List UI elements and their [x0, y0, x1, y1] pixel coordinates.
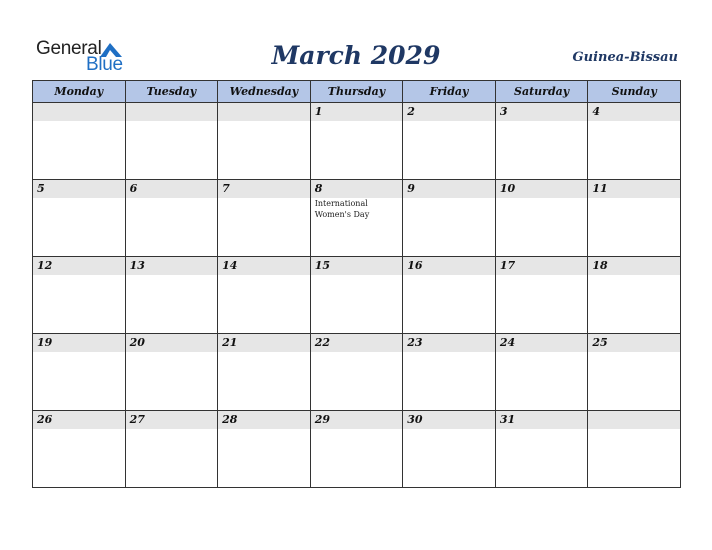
day-number: 1: [311, 103, 403, 121]
day-number: [218, 103, 310, 121]
day-number: 18: [588, 257, 680, 275]
day-number: 22: [311, 334, 403, 352]
day-number: 30: [403, 411, 495, 429]
day-cell: [310, 334, 403, 411]
day-cell: [125, 180, 218, 257]
day-cell: [495, 257, 588, 334]
day-cell: [310, 180, 403, 257]
day-cell: [403, 334, 496, 411]
day-cell: [125, 411, 218, 488]
day-cell: [588, 411, 681, 488]
weekday-header: Friday: [403, 81, 496, 103]
day-cell: [125, 103, 218, 180]
day-cell: [310, 411, 403, 488]
day-number: 19: [33, 334, 125, 352]
weekday-header: Tuesday: [125, 81, 218, 103]
day-cell: [218, 180, 311, 257]
day-cell: [218, 334, 311, 411]
day-cell: [125, 257, 218, 334]
day-number: 13: [126, 257, 218, 275]
day-cell: [588, 257, 681, 334]
weekday-header: Sunday: [588, 81, 681, 103]
day-number: 25: [588, 334, 680, 352]
day-cell: [33, 411, 126, 488]
day-cell: [495, 180, 588, 257]
logo-text-blue: Blue: [86, 54, 123, 75]
country-name: Guinea-Bissau: [572, 50, 678, 65]
day-number: 15: [311, 257, 403, 275]
day-number: [588, 411, 680, 429]
day-cell: [403, 411, 496, 488]
day-cell: [33, 180, 126, 257]
general-blue-logo: [36, 38, 136, 78]
day-cell: [125, 334, 218, 411]
day-number: 20: [126, 334, 218, 352]
day-number: 23: [403, 334, 495, 352]
day-cell: [218, 103, 311, 180]
day-cell: [588, 103, 681, 180]
day-cell: [310, 103, 403, 180]
calendar-grid: [32, 80, 681, 488]
day-number: 29: [311, 411, 403, 429]
week-row: [33, 180, 681, 257]
day-cell: [495, 103, 588, 180]
day-cell: [403, 257, 496, 334]
weekday-header: Monday: [33, 81, 126, 103]
day-cell: [403, 180, 496, 257]
day-number: 6: [126, 180, 218, 198]
weekday-header: Thursday: [310, 81, 403, 103]
day-cell: [218, 257, 311, 334]
day-number: 21: [218, 334, 310, 352]
day-cell: [495, 411, 588, 488]
day-number: 26: [33, 411, 125, 429]
page-title: March 2029: [271, 41, 441, 70]
day-number: 28: [218, 411, 310, 429]
day-cell: [310, 257, 403, 334]
day-number: 14: [218, 257, 310, 275]
week-row: [33, 334, 681, 411]
day-number: [126, 103, 218, 121]
day-number: 11: [588, 180, 680, 198]
weekday-header-row: [33, 81, 681, 103]
day-cell: [588, 180, 681, 257]
weekday-header: Saturday: [495, 81, 588, 103]
day-number: 27: [126, 411, 218, 429]
day-number: 17: [496, 257, 588, 275]
day-number: 9: [403, 180, 495, 198]
day-number: 4: [588, 103, 680, 121]
day-cell: [33, 334, 126, 411]
day-number: 7: [218, 180, 310, 198]
day-cell: [403, 103, 496, 180]
day-cell: [218, 411, 311, 488]
weekday-header: Wednesday: [218, 81, 311, 103]
day-cell: [33, 103, 126, 180]
day-cell: [588, 334, 681, 411]
day-number: [33, 103, 125, 121]
day-cell: [33, 257, 126, 334]
day-number: 24: [496, 334, 588, 352]
week-row: [33, 103, 681, 180]
logo-text-general: General: [36, 38, 102, 59]
day-cell: [495, 334, 588, 411]
day-number: 3: [496, 103, 588, 121]
day-number: 12: [33, 257, 125, 275]
day-number: 2: [403, 103, 495, 121]
week-row: [33, 257, 681, 334]
day-number: 5: [33, 180, 125, 198]
day-number: 31: [496, 411, 588, 429]
day-number: 8: [311, 180, 403, 198]
week-row: [33, 411, 681, 488]
holiday-label: International Women's Day: [314, 199, 370, 219]
day-number: 16: [403, 257, 495, 275]
day-number: 10: [496, 180, 588, 198]
